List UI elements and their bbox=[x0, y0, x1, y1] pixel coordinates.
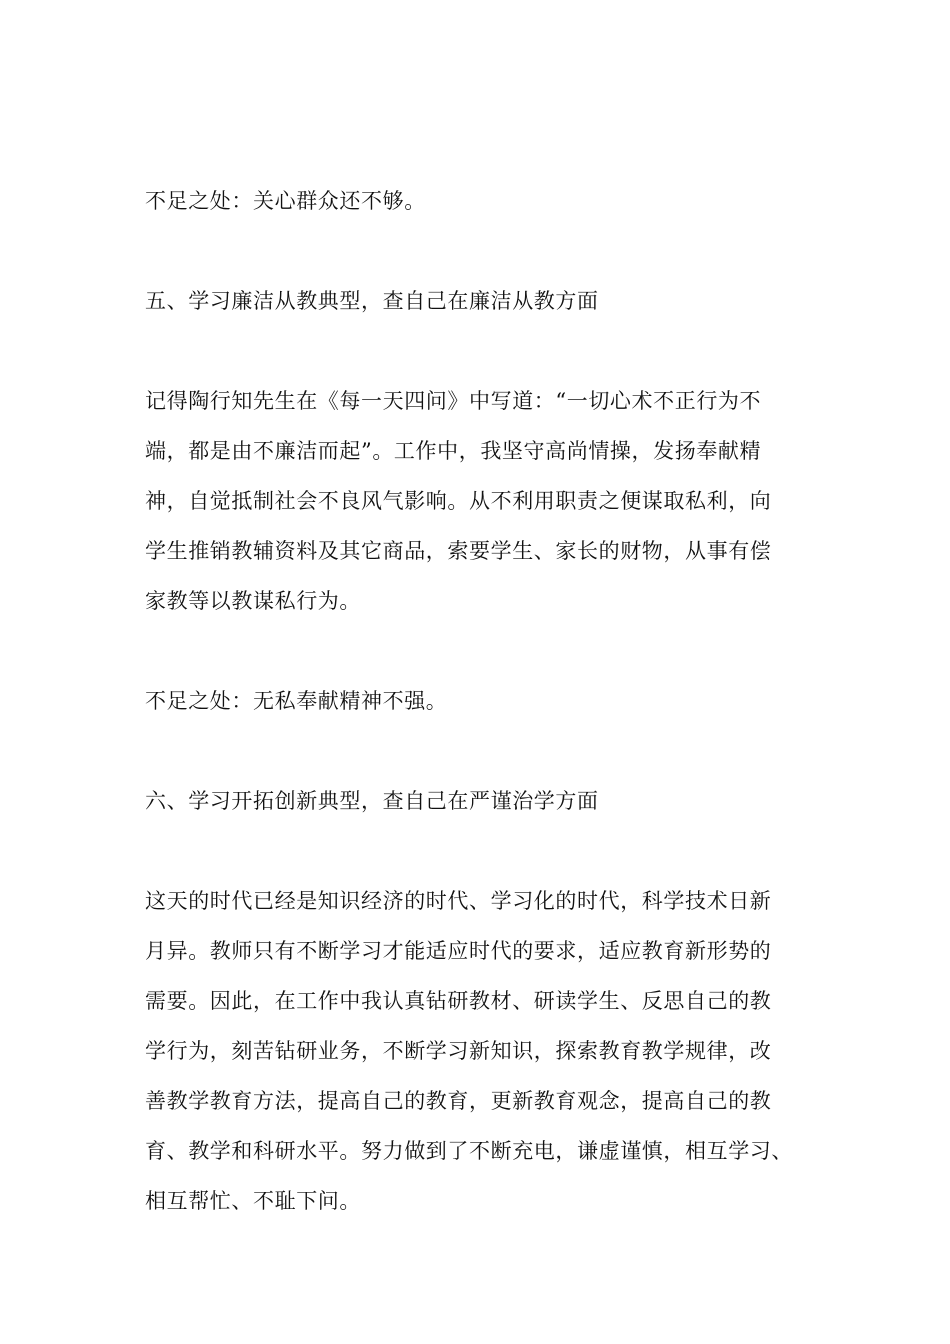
paragraph-6-line-2: 月异。教师只有不断学习才能适应时代的要求，适应教育新形势的 bbox=[145, 939, 772, 963]
paragraph-5-line-5: 家教等以教谋私行为。 bbox=[145, 589, 361, 613]
paragraph-6-line-1: 这天的时代已经是知识经济的时代、学习化的时代，科学技术日新 bbox=[145, 889, 772, 913]
shortcoming-line-1: 不足之处：关心群众还不够。 bbox=[145, 189, 426, 213]
paragraph-5-line-4: 学生推销教辅资料及其它商品，索要学生、家长的财物，从事有偿 bbox=[145, 539, 772, 563]
paragraph-6-line-4: 学行为，刻苦钻研业务，不断学习新知识，探索教育教学规律，改 bbox=[145, 1039, 772, 1063]
paragraph-6-line-6: 育、教学和科研水平。努力做到了不断充电，谦虚谨慎，相互学习、 bbox=[145, 1139, 793, 1163]
section-heading-6: 六、学习开拓创新典型，查自己在严谨治学方面 bbox=[145, 789, 599, 813]
paragraph-6-line-3: 需要。因此，在工作中我认真钻研教材、研读学生、反思自己的教 bbox=[145, 989, 772, 1013]
paragraph-6-line-7: 相互帮忙、不耻下问。 bbox=[145, 1189, 361, 1213]
paragraph-5-line-2: 端，都是由不廉洁而起”。工作中，我坚守高尚情操，发扬奉献精 bbox=[145, 439, 762, 463]
paragraph-5-line-1: 记得陶行知先生在《每一天四问》中写道：“一切心术不正行为不 bbox=[145, 389, 762, 413]
paragraph-6-line-5: 善教学教育方法，提高自己的教育，更新教育观念，提高自己的教 bbox=[145, 1089, 772, 1113]
paragraph-5-line-3: 神，自觉抵制社会不良风气影响。从不利用职责之便谋取私利，向 bbox=[145, 489, 772, 513]
shortcoming-line-2: 不足之处：无私奉献精神不强。 bbox=[145, 689, 448, 713]
section-heading-5: 五、学习廉洁从教典型，查自己在廉洁从教方面 bbox=[145, 289, 599, 313]
